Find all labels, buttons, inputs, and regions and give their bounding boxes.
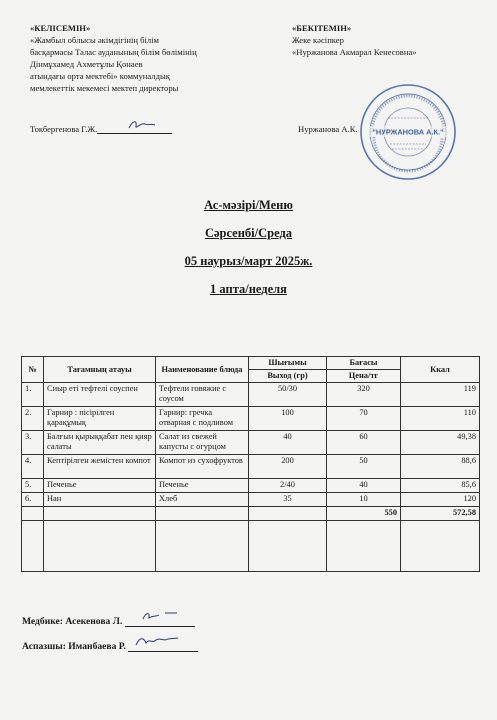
approval-left-signature — [30, 124, 172, 134]
cell-kcal: 85,6 — [401, 479, 480, 493]
handwritten-signature — [127, 118, 157, 132]
cell-empty — [156, 521, 249, 572]
cell-empty — [327, 521, 401, 572]
cell-yield: 2/40 — [249, 479, 327, 493]
cell-empty — [249, 507, 327, 521]
cell-name-ru: Печенье — [156, 479, 249, 493]
cell-name-ru: Салат из свежей капусты с огурцом — [156, 431, 249, 455]
cell-price: 70 — [327, 407, 401, 431]
cell-number: 5. — [22, 479, 44, 493]
approval-left-line: атындағы орта мектебі» коммуналдық — [30, 71, 170, 81]
cell-name-kz: Нан — [44, 493, 156, 507]
cell-price: 10 — [327, 493, 401, 507]
week-heading: 1 апта/неделя — [210, 282, 287, 296]
cell-empty — [249, 521, 327, 572]
menu-table — [21, 356, 480, 572]
cell-yield: 50/30 — [249, 383, 327, 407]
approval-right-line: Жеке кәсіпкер — [292, 35, 344, 45]
table-row — [22, 455, 480, 479]
cell-empty — [22, 521, 44, 572]
cell-name-kz: Сиыр еті тефтелі соуспен — [44, 383, 156, 407]
date-heading: 05 наурыз/март 2025ж. — [184, 254, 313, 268]
col-header-price-kz: Бағасы — [327, 357, 401, 370]
approval-left-line: басқармасы Талас ауданының білім бөлімінің — [30, 47, 197, 57]
col-header-number: № — [22, 357, 44, 383]
nurse-signature — [22, 616, 195, 627]
cell-empty — [401, 521, 480, 572]
cell-number: 3. — [22, 431, 44, 455]
cell-name-ru: Хлеб — [156, 493, 249, 507]
cell-price: 60 — [327, 431, 401, 455]
stamp-center-text: "НУРЖАНОВА А.К." — [372, 127, 444, 137]
cell-name-ru: Гарнир: гречка отварная с подливом — [156, 407, 249, 431]
total-price: 550 — [327, 507, 401, 521]
table-row — [22, 493, 480, 507]
round-seal-stamp — [358, 82, 458, 182]
total-kcal: 572,58 — [401, 507, 480, 521]
cell-name-kz: Балғын қырыққабат пен қияр салаты — [44, 431, 156, 455]
cell-yield: 100 — [249, 407, 327, 431]
cell-number: 1. — [22, 383, 44, 407]
day-heading: Сәрсенбі/Среда — [204, 226, 293, 240]
col-header-yield-kz: Шығымы — [249, 357, 327, 370]
cell-yield: 35 — [249, 493, 327, 507]
signature-line — [97, 124, 172, 134]
approval-left-line: мемлекеттік мекемесі мектеп директоры — [30, 83, 179, 93]
handwritten-signature — [134, 634, 180, 648]
cell-yield: 200 — [249, 455, 327, 479]
cell-empty — [44, 507, 156, 521]
menu-heading: Ас-мәзірі/Меню — [204, 198, 293, 212]
cell-empty — [22, 507, 44, 521]
signature-line — [128, 642, 198, 652]
handwritten-signature — [141, 609, 181, 623]
signature-line — [125, 617, 195, 627]
cell-kcal: 120 — [401, 493, 480, 507]
cell-name-ru: Тефтели говяжие с соусом — [156, 383, 249, 407]
table-row — [22, 431, 480, 455]
cell-number: 2. — [22, 407, 44, 431]
cell-number: 4. — [22, 455, 44, 479]
cell-name-kz: Гарнир : пісірілген қарақұмық — [44, 407, 156, 431]
approval-block-right — [292, 22, 482, 58]
col-header-name-ru: Наименование блюда — [156, 357, 249, 383]
cell-empty — [44, 521, 156, 572]
cell-price: 40 — [327, 479, 401, 493]
approval-right-title: «БЕКІТЕМІН» — [292, 23, 352, 33]
cell-kcal: 110 — [401, 407, 480, 431]
cell-name-kz: Кептірілген жемістен компот — [44, 455, 156, 479]
col-header-kcal: Ккал — [401, 357, 480, 383]
table-row — [22, 479, 480, 493]
cook-label: Аспазшы: Иманбаева Р. — [22, 641, 126, 652]
cell-kcal: 119 — [401, 383, 480, 407]
cook-signature — [22, 641, 198, 652]
table-blank-row — [22, 521, 480, 572]
cell-kcal: 88,6 — [401, 455, 480, 479]
cell-empty — [156, 507, 249, 521]
approval-left-line: Дінмұхамед Ахметұлы Қонаев — [30, 59, 143, 69]
table-total-row — [22, 507, 480, 521]
approval-left-signer: Токбергенова Г.Ж. — [30, 124, 98, 134]
approval-right-signer: Нуржанова А.К. — [298, 124, 358, 134]
cell-number: 6. — [22, 493, 44, 507]
approval-block-left — [30, 22, 260, 94]
table-header-row — [22, 357, 480, 370]
approval-left-title: «КЕЛІСЕМІН» — [30, 23, 91, 33]
cell-name-ru: Компот из сухофруктов — [156, 455, 249, 479]
col-header-yield-ru: Выход (гр) — [249, 370, 327, 383]
table-row — [22, 407, 480, 431]
table-row — [22, 383, 480, 407]
approval-right-line: «Нуржанова Акмарал Кенесовна» — [292, 47, 417, 57]
col-header-price-ru: Цена/тг — [327, 370, 401, 383]
cell-price: 320 — [327, 383, 401, 407]
col-header-name-kz: Тағамның атауы — [44, 357, 156, 383]
cell-yield: 40 — [249, 431, 327, 455]
cell-kcal: 49,38 — [401, 431, 480, 455]
cell-price: 50 — [327, 455, 401, 479]
nurse-label: Медбике: Асекенова Л. — [22, 616, 123, 627]
approval-left-line: «Жамбыл облысы әкімдігінің білім — [30, 35, 159, 45]
cell-name-kz: Печенье — [44, 479, 156, 493]
